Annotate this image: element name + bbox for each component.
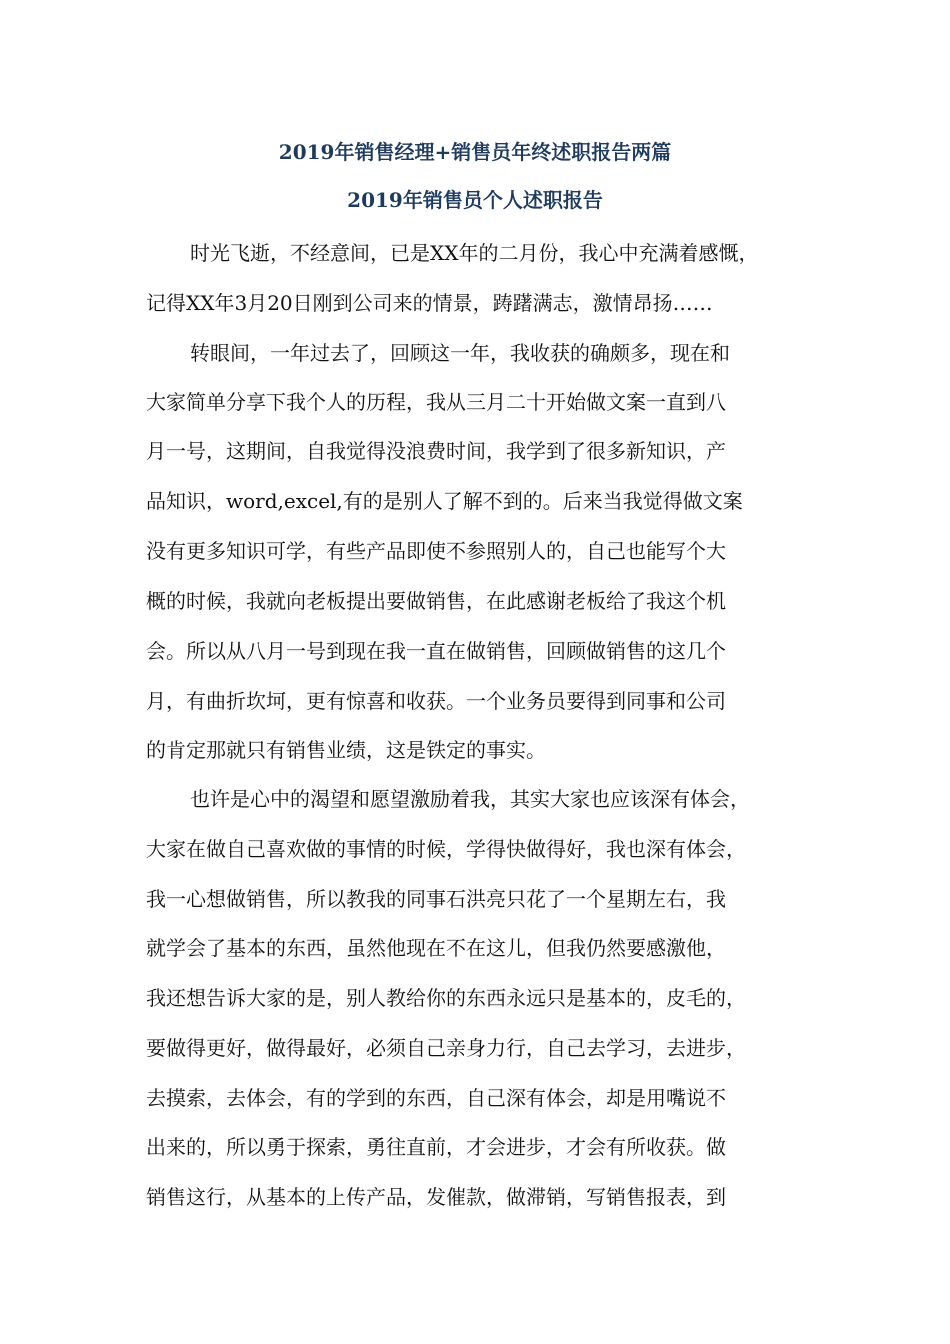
paragraph-line: 我还想告诉大家的是，别人教给你的东西永远只是基本的，皮毛的， — [146, 986, 746, 1010]
paragraph-line: 没有更多知识可学，有些产品即使不参照别人的，自己也能写个大 — [146, 539, 726, 563]
paragraph-line: 大家简单分享下我个人的历程，我从三月二十开始做文案一直到八 — [146, 390, 726, 414]
paragraph-line: 记得XX年3月20日刚到公司来的情景，踌躇满志，激情昂扬…… — [146, 291, 713, 315]
paragraph-line: 我一心想做销售，所以教我的同事石洪亮只花了一个星期左右，我 — [146, 887, 726, 911]
paragraph-line: 销售这行，从基本的上传产品，发催款，做滞销，写销售报表，到 — [146, 1185, 726, 1209]
document-title: 2019年销售经理+销售员年终述职报告两篇 — [278, 140, 672, 164]
paragraph-line: 就学会了基本的东西，虽然他现在不在这儿，但我仍然要感激他， — [146, 936, 726, 960]
paragraph-line: 月一号，这期间，自我觉得没浪费时间，我学到了很多新知识，产 — [146, 439, 726, 463]
paragraph-line: 月，有曲折坎坷，更有惊喜和收获。一个业务员要得到同事和公司 — [146, 689, 726, 713]
paragraph-line: 去摸索，去体会，有的学到的东西，自己深有体会，却是用嘴说不 — [146, 1086, 726, 1110]
paragraph-line: 转眼间，一年过去了，回顾这一年，我收获的确颇多，现在和 — [190, 341, 730, 365]
paragraph-line: 概的时候，我就向老板提出要做销售，在此感谢老板给了我这个机 — [146, 589, 726, 613]
paragraph-line: 要做得更好，做得最好，必须自己亲身力行，自己去学习，去进步， — [146, 1036, 746, 1060]
paragraph-line: 也许是心中的渴望和愿望激励着我，其实大家也应该深有体会， — [190, 787, 750, 811]
paragraph-line: 出来的，所以勇于探索，勇往直前，才会进步，才会有所收获。做 — [146, 1135, 726, 1159]
document-subtitle: 2019年销售员个人述职报告 — [347, 188, 603, 212]
paragraph-line: 品知识，word,excel,有的是别人了解不到的。后来当我觉得做文案 — [146, 489, 743, 513]
paragraph-line: 时光飞逝，不经意间，已是XX年的二月份，我心中充满着感慨， — [190, 241, 759, 265]
paragraph-line: 的肯定那就只有销售业绩，这是铁定的事实。 — [146, 738, 546, 762]
paragraph-line: 会。所以从八月一号到现在我一直在做销售，回顾做销售的这几个 — [146, 639, 726, 663]
paragraph-line: 大家在做自己喜欢做的事情的时候，学得快做得好，我也深有体会， — [146, 837, 746, 861]
